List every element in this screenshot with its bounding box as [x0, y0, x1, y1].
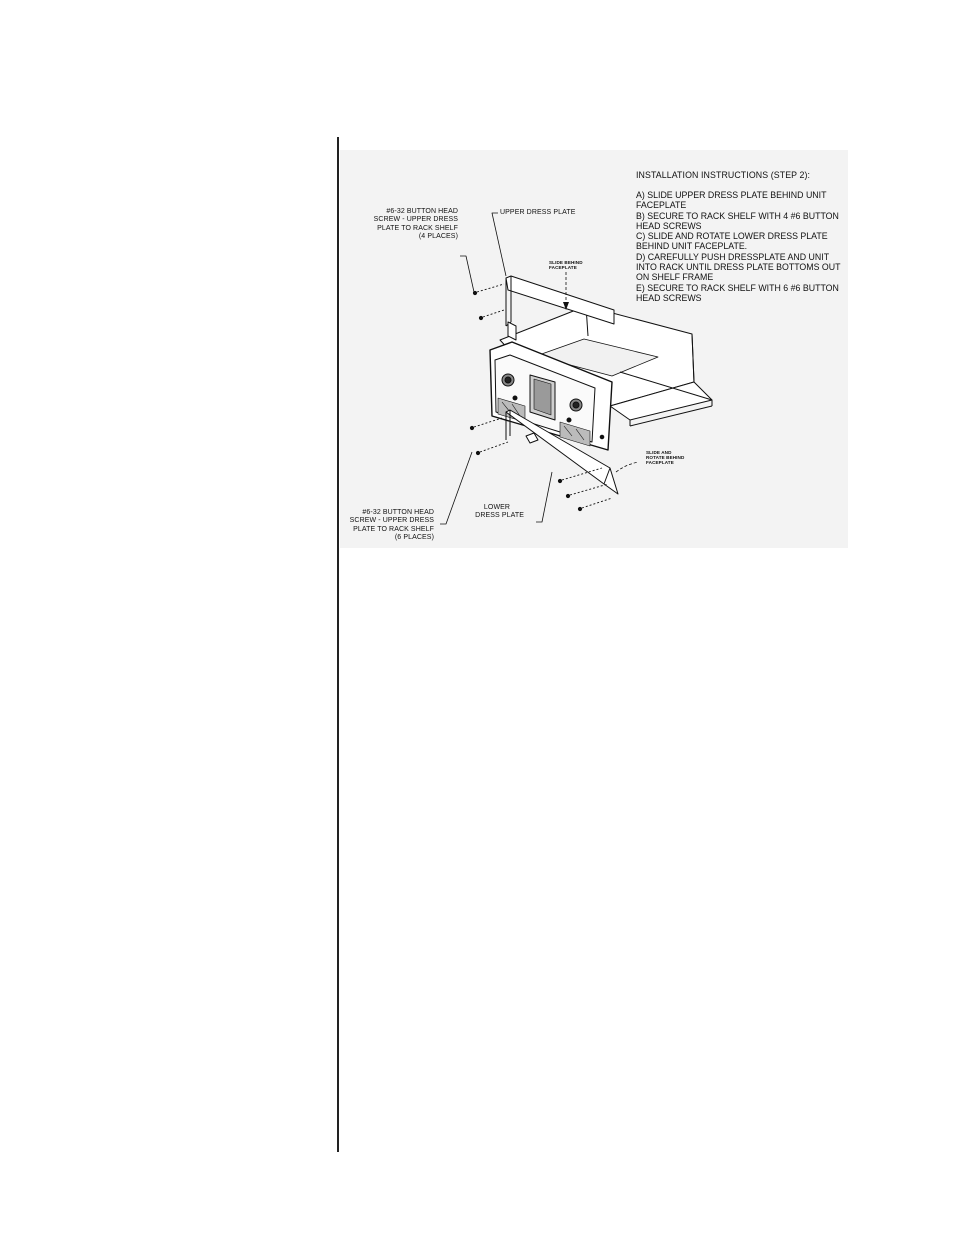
callout-slide-behind: SLIDE BEHIND FACEPLATE: [549, 260, 583, 271]
margin-rule: [337, 137, 339, 1152]
instruction-line: C) SLIDE AND ROTATE LOWER DRESS PLATE: [636, 231, 828, 242]
upper-screws: [477, 284, 504, 317]
instruction-line: ON SHELF FRAME: [636, 272, 714, 283]
instruction-line: BEHIND UNIT FACEPLATE.: [636, 241, 748, 252]
instruction-line: D) CAREFULLY PUSH DRESSPLATE AND UNIT: [636, 251, 830, 262]
instruction-line: HEAD SCREWS: [636, 220, 702, 231]
callout-lower-dress-plate: LOWER DRESS PLATE: [475, 504, 524, 520]
instruction-steps: [636, 190, 840, 303]
instruction-line: E) SECURE TO RACK SHELF WITH 6 #6 BUTTON: [636, 282, 839, 293]
lower-screw-heads: [470, 426, 581, 510]
upper-screw-heads: [473, 291, 482, 319]
instructions-title: INSTALLATION INSTRUCTIONS (STEP 2):: [636, 170, 811, 180]
instruction-line: A) SLIDE UPPER DRESS PLATE BEHIND UNIT: [636, 190, 827, 200]
instruction-line: INTO RACK UNTIL DRESS PLATE BOTTOMS OUT: [636, 262, 841, 273]
callout-upper-dress-plate: UPPER DRESS PLATE: [500, 209, 576, 216]
instruction-line: FACEPLATE: [636, 200, 687, 211]
callout-slide-rotate: SLIDE AND ROTATE BEHIND FACEPLATE: [646, 450, 685, 466]
callout-upper-screw: #6-32 BUTTON HEAD SCREW - UPPER DRESS PLATE TO RACK SHELF (4 PLACES): [373, 208, 458, 240]
callout-lower-screw: #6-32 BUTTON HEAD SCREW - UPPER DRESS PLATE TO RACK SHELF (6 PLACES): [349, 509, 434, 541]
instruction-line: HEAD SCREWS: [636, 292, 702, 303]
instruction-line: B) SECURE TO RACK SHELF WITH 4 #6 BUTTON: [636, 210, 839, 221]
